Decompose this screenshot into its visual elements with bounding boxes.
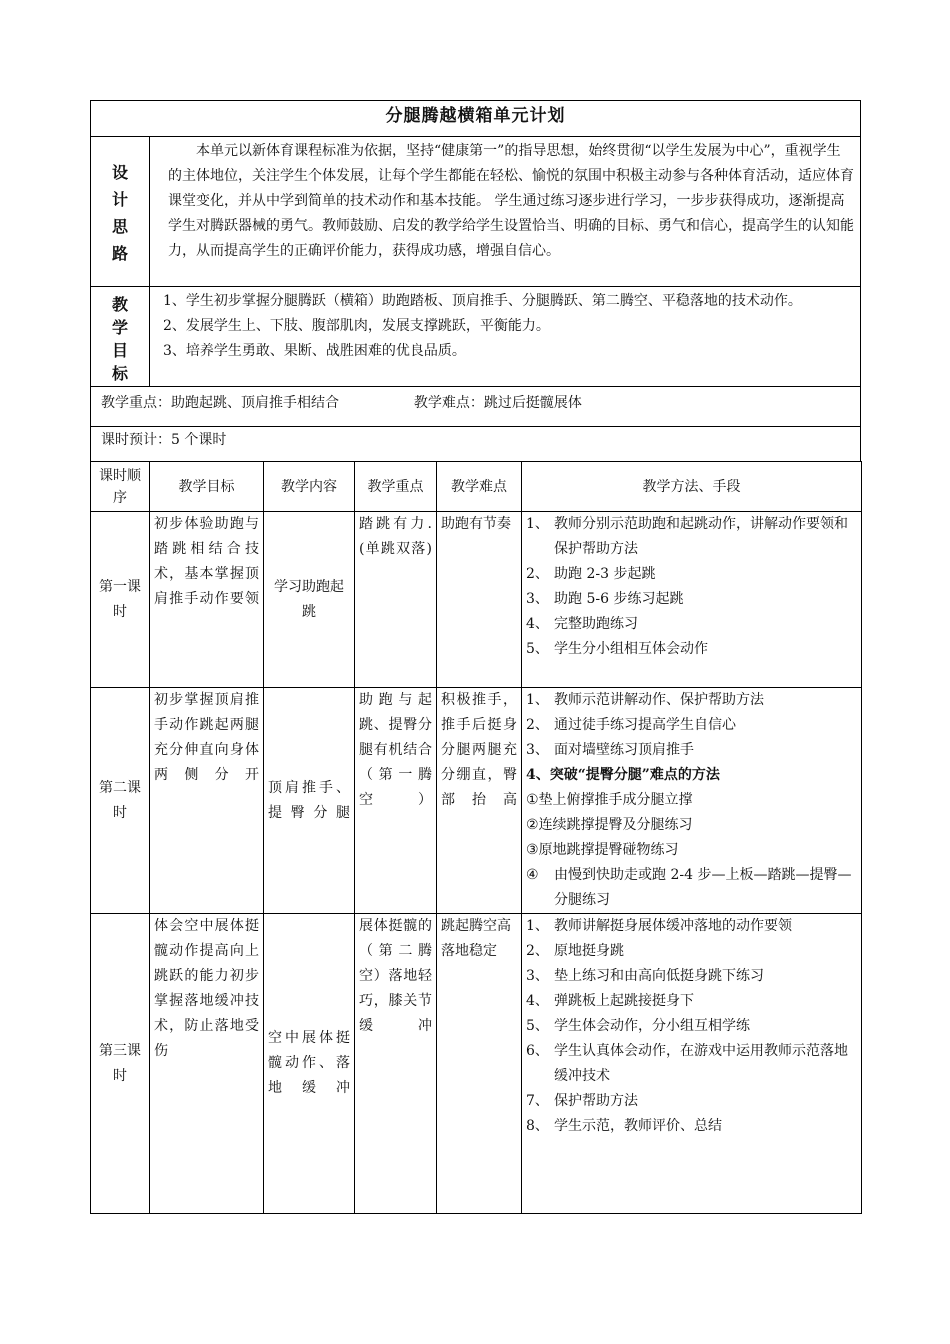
method-item: ④ 由慢到快助走或跑 2-4 步—上板—踏跳—提臀—分腿练习 <box>526 867 852 908</box>
table-row <box>91 914 862 1214</box>
lesson-methods <box>522 512 862 688</box>
method-item: 8、 学生示范，教师评价、总结 <box>526 1118 722 1134</box>
lesson-difficulty: 助跑有节奏 <box>437 512 522 688</box>
lesson-order: 第二课时 <box>91 688 150 914</box>
goals-section <box>90 286 861 386</box>
teaching-focus: 教学重点：助跑起跳、顶肩推手相结合 <box>101 395 339 411</box>
goal-item: 2、发展学生上、下肢、腹部肌肉，发展支撑跳跃，平衡能力。 <box>163 318 550 334</box>
method-item: 3、 助跑 5-6 步练习起跳 <box>526 591 684 607</box>
method-item: 5、 学生体会动作，分小组互相学练 <box>526 1018 750 1034</box>
lesson-content: 顶肩推手、提臀分腿 <box>264 688 355 914</box>
methods-list <box>526 688 857 913</box>
lesson-focus: 展体挺髋的（第二腾空）落地轻巧，膝关节缓冲 <box>355 914 437 1214</box>
header-methods: 教学方法、手段 <box>522 462 862 512</box>
lesson-difficulty: 积极推手，推手后挺身分腿两腿充分绷直，臀部抬高 <box>437 688 522 914</box>
method-item: 2、 通过徒手练习提高学生自信心 <box>526 717 736 733</box>
header-content: 教学内容 <box>264 462 355 512</box>
method-item: 3、 面对墙壁练习顶肩推手 <box>526 742 694 758</box>
method-item: 2、 助跑 2-3 步起跳 <box>526 566 656 582</box>
lesson-table <box>90 461 862 1214</box>
table-row <box>91 688 862 914</box>
method-item: 1、 教师讲解挺身展体缓冲落地的动作要领 <box>526 918 792 934</box>
header-order: 课时顺序 <box>91 462 150 512</box>
method-item: 1、 教师示范讲解动作、保护帮助方法 <box>526 692 764 708</box>
lesson-order: 第三课时 <box>91 914 150 1214</box>
lesson-goal: 初步体验助跑与踏跳相结合技术，基本掌握顶肩推手动作要领 <box>150 512 264 688</box>
method-item: 4、 完整助跑练习 <box>526 616 638 632</box>
method-item: ③原地跳撑提臀碰物练习 <box>526 842 679 858</box>
method-item: 5、 学生分小组相互体会动作 <box>526 641 708 657</box>
method-item: 3、 垫上练习和由高向低挺身跳下练习 <box>526 968 764 984</box>
methods-list <box>526 914 857 1139</box>
header-focus: 教学重点 <box>355 462 437 512</box>
lesson-content: 学习助跑起跳 <box>264 512 355 688</box>
lesson-focus: 踏跳有力.(单跳双落) <box>355 512 437 688</box>
table-row <box>91 512 862 688</box>
lesson-goal: 体会空中展体挺髋动作提高向上跳跃的能力初步掌握落地缓冲技术，防止落地受伤 <box>150 914 264 1214</box>
method-item: 4、突破“提臀分腿”难点的方法 <box>526 767 720 783</box>
goals-list <box>150 287 860 386</box>
method-item: 6、 学生认真体会动作，在游戏中运用教师示范落地缓冲技术 <box>526 1043 848 1084</box>
table-header-row <box>91 462 862 512</box>
lesson-goal: 初步掌握顶肩推手动作跳起两腿充分伸直向身体两侧分开 <box>150 688 264 914</box>
goal-item: 1、学生初步掌握分腿腾跃（横箱）助跑踏板、顶肩推手、分腿腾跃、第二腾空、平稳落地的技术动作。 <box>163 293 802 309</box>
hours-row: 课时预计：5 个课时 <box>90 426 861 461</box>
design-section <box>90 136 861 286</box>
lesson-focus: 助跑与起跳、提臀分腿有机结合（第一腾空） <box>355 688 437 914</box>
goal-item: 3、培养学生勇敢、果断、战胜困难的优良品质。 <box>163 343 466 359</box>
lesson-difficulty: 跳起腾空高落地稳定 <box>437 914 522 1214</box>
lesson-methods <box>522 688 862 914</box>
lesson-plan-document <box>90 100 861 1214</box>
document-title: 分腿腾越横箱单元计划 <box>90 100 861 136</box>
lesson-methods <box>522 914 862 1214</box>
design-text: 本单元以新体育课程标准为依据，坚持“健康第一”的指导思想，始终贯彻“以学生发展为中心”，重视学生的主体地位，关注学生个体发展，让每个学生都能在轻松、愉悦的氛围中积极主动参与各种体育活动，适应体育课堂变化，并从中学到简单的技术动作和基本技能。 学生通过练习逐步进行学习，一步步获得成功，逐渐提高学生对腾跃器械的勇气。教师鼓励、启发的教学给学生设置恰当、明确的目标、勇气和信心，提高学生的认知能力，从而提高学生的正确评价能力，获得成功感，增强自信心。 <box>168 143 854 259</box>
method-item: 1、 教师分别示范助跑和起跳动作，讲解动作要领和保护帮助方法 <box>526 516 848 557</box>
method-item: ②连续跳撑提臀及分腿练习 <box>526 817 693 833</box>
method-item: 2、 原地挺身跳 <box>526 943 624 959</box>
method-item: 7、 保护帮助方法 <box>526 1093 638 1109</box>
design-text-cell <box>150 137 860 286</box>
goals-label: 教 学 目 标 <box>91 287 150 386</box>
methods-list <box>526 512 857 662</box>
header-goal: 教学目标 <box>150 462 264 512</box>
lesson-content: 空中展体挺髋动作、落地缓冲 <box>264 914 355 1214</box>
header-difficulty: 教学难点 <box>437 462 522 512</box>
method-item: ①垫上俯撑推手成分腿立撑 <box>526 792 693 808</box>
lesson-order: 第一课时 <box>91 512 150 688</box>
design-label: 设 计 思 路 <box>91 137 150 286</box>
method-item: 4、 弹跳板上起跳接挺身下 <box>526 993 694 1009</box>
teaching-difficulty: 教学难点：跳过后挺髋展体 <box>413 395 582 411</box>
keypoints-row <box>90 386 861 426</box>
